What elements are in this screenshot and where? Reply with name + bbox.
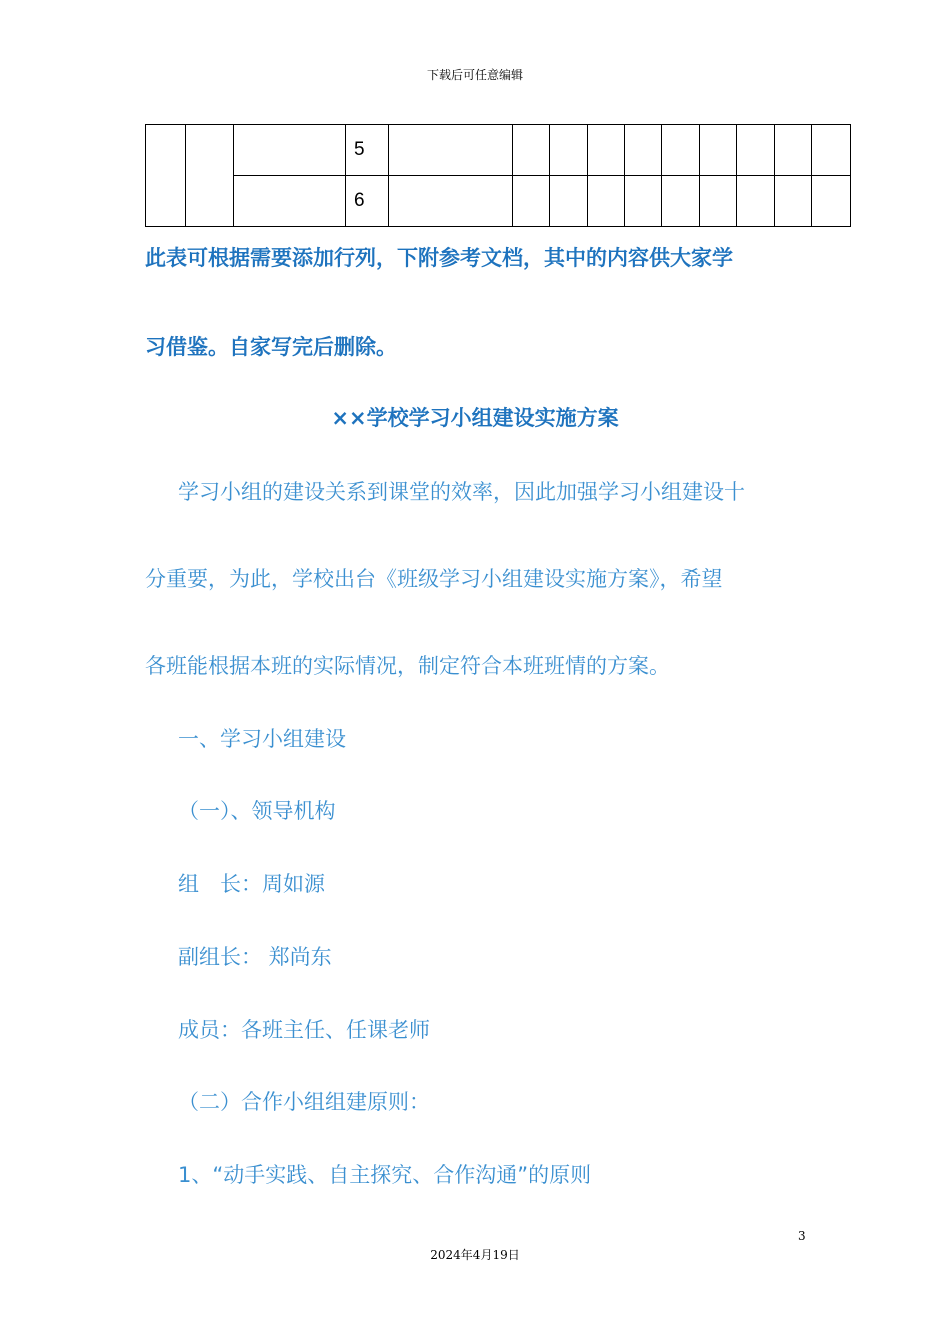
table-cell (389, 125, 513, 176)
table-cell (775, 125, 812, 176)
table-cell (812, 176, 851, 227)
table-row (146, 125, 851, 176)
document-title: ××学校学习小组建设实施方案 (331, 406, 619, 430)
intro-line-3: 各班能根据本班的实际情况，制定符合本班班情的方案。 (145, 654, 670, 678)
table-cell (146, 125, 186, 227)
table-cell (662, 176, 700, 227)
table-cell (737, 125, 775, 176)
table-cell (513, 125, 550, 176)
intro-line-1: 学习小组的建设关系到课堂的效率，因此加强学习小组建设十 (178, 480, 745, 504)
table-cell (700, 176, 737, 227)
table-cell (737, 176, 775, 227)
note-line-2: 习借鉴。自家写完后删除。 (145, 335, 397, 359)
table-cell (700, 125, 737, 176)
row-number-cell: 5 (346, 125, 389, 176)
page-footer-date: 2024年4月19日 (430, 1248, 520, 1262)
table-row (146, 176, 851, 227)
members-line: 成员：各班主任、任课老师 (178, 1018, 430, 1042)
leader-line: 组 长：周如源 (178, 872, 325, 896)
table-cell (186, 125, 234, 227)
table-cell (625, 176, 662, 227)
deputy-line: 副组长： 郑尚东 (178, 945, 332, 969)
table-cell (550, 125, 588, 176)
table-cell (588, 176, 625, 227)
table-cell (775, 176, 812, 227)
table-cell (662, 125, 700, 176)
section-heading-1: 一、学习小组建设 (178, 727, 346, 751)
subsection-heading-1: （一）、领导机构 (178, 799, 336, 823)
table-cell (812, 125, 851, 176)
note-line-1: 此表可根据需要添加行列，下附参考文档，其中的内容供大家学 (145, 246, 733, 270)
table-cell (588, 125, 625, 176)
table-cell (234, 176, 346, 227)
table-cell (513, 176, 550, 227)
page-number: 3 (798, 1229, 806, 1243)
page-header: 下载后可任意编辑 (426, 68, 523, 82)
table-cell (389, 176, 513, 227)
table-cell (550, 176, 588, 227)
principle-line-1: 1、“动手实践、自主探究、合作沟通”的原则 (178, 1163, 592, 1187)
intro-line-2: 分重要，为此，学校出台《班级学习小组建设实施方案》，希望 (145, 567, 723, 591)
table-cell (625, 125, 662, 176)
row-number-cell: 6 (346, 176, 389, 227)
data-table (145, 124, 851, 227)
table-cell (234, 125, 346, 176)
subsection-heading-2: （二）合作小组组建原则： (178, 1090, 430, 1114)
